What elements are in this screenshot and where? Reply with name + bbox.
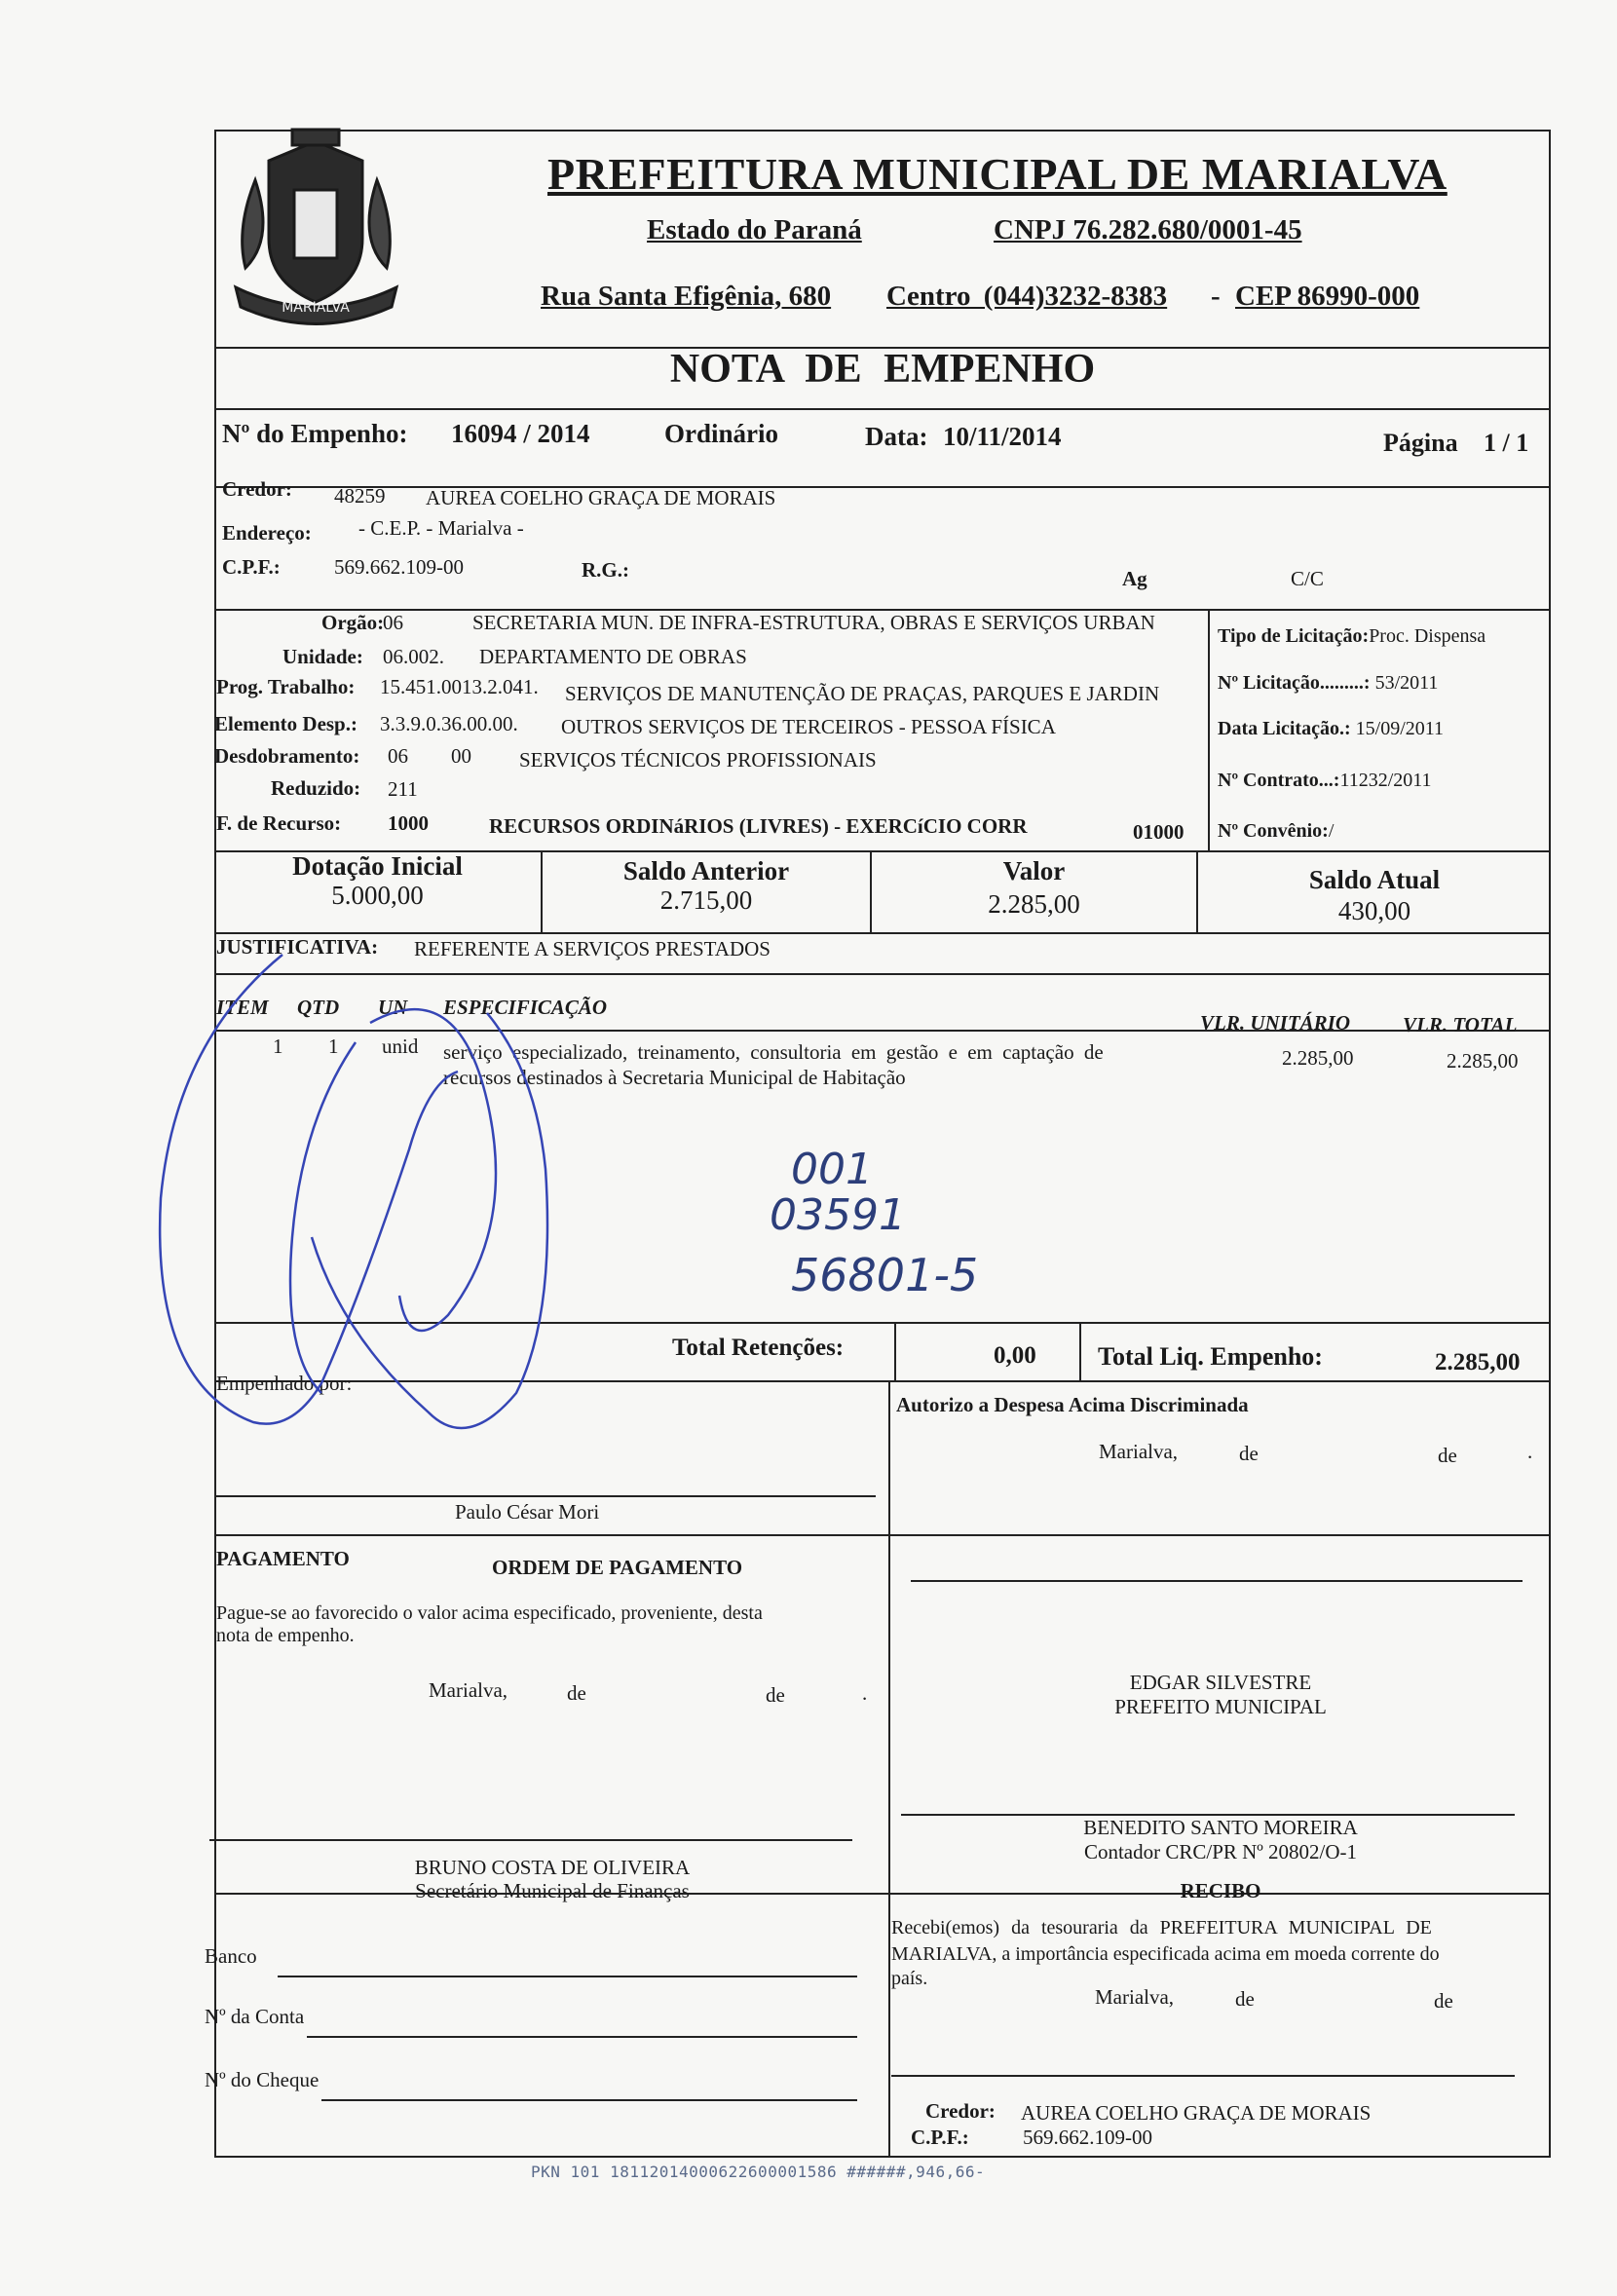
prog-desc: SERVIÇOS DE MANUTENÇÃO DE PRAÇAS, PARQUES E JARDIN — [565, 682, 1160, 705]
banco-label: Banco — [205, 1944, 257, 1968]
retencoes-label: Total Retenções: — [672, 1335, 845, 1361]
handwritten-note-3: 56801-5 — [791, 1249, 979, 1301]
liq-label: Total Liq. Empenho: — [1098, 1342, 1323, 1371]
cc-label: C/C — [1291, 567, 1324, 590]
handwritten-signature — [136, 925, 604, 1471]
page-number: 1 / 1 — [1484, 429, 1529, 457]
recurso-label: F. de Recurso: — [216, 811, 342, 835]
licitacao-tipo-value: Proc. Dispensa — [1369, 625, 1486, 647]
dotacao-value: 5.000,00 — [331, 881, 424, 910]
orgao-code: 06 — [383, 611, 403, 634]
credor-label: Credor: — [222, 477, 292, 501]
pagamento-title: PAGAMENTO — [216, 1547, 350, 1570]
cpf-value: 569.662.109-00 — [334, 555, 464, 579]
payment-de2: de — [766, 1683, 785, 1707]
contador-title: Contador CRC/PR Nº 20802/O-1 — [1083, 1840, 1358, 1863]
signatures-divider — [888, 1380, 890, 1536]
prog-code: 15.451.0013.2.041. — [380, 675, 539, 698]
rg-label: R.G.: — [582, 558, 629, 582]
orgao-desc: SECRETARIA MUN. DE INFRA-ESTRUTURA, OBRAS E SERVIÇOS URBAN — [472, 611, 1155, 634]
autorizo-de2: de — [1438, 1444, 1457, 1467]
empenho-date-label: Data: — [865, 422, 928, 451]
licitacao-num-value: 53/2011 — [1374, 672, 1439, 694]
autorizo-dot: . — [1527, 1440, 1533, 1463]
reduzido-value: 211 — [388, 777, 418, 801]
recurso-desc: RECURSOS ORDINáRIOS (LIVRES) - EXERCíCIO CORR — [489, 814, 1028, 838]
credor-name: AUREA COELHO GRAÇA DE MORAIS — [426, 486, 776, 509]
footer-stamp: PKN 101 18112014000622600001586 ######,946,66- — [531, 2163, 986, 2181]
licitacao-data-value: 15/09/2011 — [1355, 718, 1445, 739]
saldo-anterior-label: Saldo Anterior — [622, 856, 790, 885]
prefeito-sign-line — [911, 1580, 1523, 1582]
recibo-text-1: Recebi(emos) da tesouraria da PREFEITURA MUNICIPAL DE — [891, 1917, 1432, 1938]
payment-dot: . — [862, 1681, 868, 1705]
recibo-credor: AUREA COELHO GRAÇA DE MORAIS — [1021, 2101, 1372, 2125]
recibo-de2: de — [1434, 1989, 1453, 2013]
handwritten-note-1: 001 — [791, 1145, 873, 1194]
orgao-label: Orgão: — [321, 611, 385, 634]
recibo-place: Marialva, — [1095, 1985, 1175, 2009]
secretario-title: Secretário Municipal de Finanças — [415, 1879, 690, 1902]
contador-name: BENEDITO SANTO MOREIRA — [1083, 1816, 1358, 1839]
secretario-sign-line — [209, 1839, 852, 1841]
seal-text: MARIALVA — [282, 300, 350, 316]
licitacao-tipo — [1218, 625, 1485, 648]
header-address: Rua Santa Efigênia, 680 — [541, 281, 832, 312]
unidade-code: 06.002. — [383, 645, 444, 668]
credor-code: 48259 — [334, 484, 386, 508]
autorizo-de1: de — [1239, 1442, 1259, 1465]
unidade-desc: DEPARTAMENTO DE OBRAS — [479, 645, 747, 668]
ordem-title: ORDEM DE PAGAMENTO — [492, 1556, 743, 1579]
recibo-credor-label: Credor: — [925, 2099, 996, 2123]
desdob-code1: 06 — [388, 744, 408, 768]
item-row-un: unid — [382, 1035, 419, 1058]
autorizo-text: Autorizo a Despesa Acima Discriminada — [896, 1393, 1249, 1416]
recibo-cpf: 569.662.109-00 — [1023, 2126, 1152, 2149]
page-label: Página — [1383, 429, 1458, 457]
elemento-desc: OUTROS SERVIÇOS DE TERCEIROS - PESSOA FÍSICA — [561, 715, 1056, 738]
empenhado-sign-line — [216, 1495, 876, 1497]
reduzido-label: Reduzido: — [271, 776, 361, 800]
cpf-label: C.P.F.: — [222, 555, 281, 579]
secretario-name: BRUNO COSTA DE OLIVEIRA — [414, 1856, 691, 1879]
prefeito-title: PREFEITO MUNICIPAL — [1114, 1695, 1327, 1718]
cheque-line — [321, 2099, 857, 2101]
recibo-text-2: MARIALVA, a importância especificada acima em moeda corrente do — [891, 1943, 1440, 1965]
empenho-date: 10/11/2014 — [943, 422, 1062, 451]
payment-de1: de — [567, 1681, 586, 1705]
header-dash: - — [1211, 281, 1221, 312]
unidade-label: Unidade: — [282, 645, 363, 668]
header-cnpj: CNPJ 76.282.680/0001-45 — [994, 214, 1302, 245]
recibo-cpf-label: C.P.F.: — [911, 2126, 969, 2149]
header-title: PREFEITURA MUNICIPAL DE MARIALVA — [547, 149, 1448, 199]
recibo-title: RECIBO — [1180, 1879, 1261, 1902]
payment-text-2: nota de empenho. — [216, 1625, 355, 1646]
col-un: UN — [378, 996, 408, 1019]
autorizo-place: Marialva, — [1099, 1440, 1179, 1463]
header-cep: CEP 86990-000 — [1235, 281, 1420, 312]
payment-text-1: Pague-se ao favorecido o valor acima especificado, proveniente, desta — [216, 1602, 763, 1624]
conta-line — [307, 2036, 857, 2038]
item-row-spec1: serviço especializado, treinamento, consultoria em gestão e em captação de — [443, 1040, 1104, 1064]
desdob-desc: SERVIÇOS TÉCNICOS PROFISSIONAIS — [519, 748, 877, 772]
item-row-total: 2.285,00 — [1447, 1049, 1519, 1073]
empenho-number: 16094 / 2014 — [451, 419, 590, 448]
recurso-sub: 01000 — [1133, 820, 1185, 844]
recibo-de1: de — [1235, 1987, 1255, 2011]
totals-div1 — [894, 1322, 896, 1382]
recibo-text-3: país. — [891, 1968, 928, 1989]
licitacao-num — [1218, 672, 1438, 695]
item-row-spec2: recursos destinados à Secretaria Municipal de Habitação — [443, 1066, 906, 1089]
cheque-label: Nº do Cheque — [205, 2068, 320, 2091]
licitacao-contrato-label: Nº Contrato...: — [1218, 770, 1340, 791]
empenho-number-label: Nº do Empenho: — [222, 419, 408, 448]
valor-label: Valor — [1002, 856, 1066, 885]
header-state: Estado do Paraná — [647, 214, 862, 245]
col-spec: ESPECIFICAÇÃO — [443, 996, 608, 1019]
endereco-value: - C.E.P. - Marialva - — [358, 516, 524, 540]
saldo-atual-label: Saldo Atual — [1308, 865, 1441, 894]
document-title: NOTA DE EMPENHO — [669, 347, 1096, 392]
handwritten-note-2: 03591 — [770, 1190, 906, 1240]
valor-value: 2.285,00 — [988, 889, 1080, 919]
col-unit-value: VLR. UNITÁRIO — [1200, 1011, 1351, 1035]
licitacao-convenio-value: / — [1328, 820, 1335, 842]
ag-label: Ag — [1122, 567, 1147, 590]
licitacao-data — [1218, 718, 1444, 740]
licitacao-contrato — [1218, 770, 1432, 792]
licitacao-data-label: Data Licitação.: — [1218, 718, 1351, 739]
saldo-atual-value: 430,00 — [1337, 896, 1411, 925]
elemento-label: Elemento Desp.: — [214, 712, 357, 735]
licitacao-contrato-value: 11232/2011 — [1339, 770, 1432, 791]
desdob-code2: 00 — [451, 744, 471, 768]
recurso-code: 1000 — [388, 811, 429, 835]
endereco-label: Endereço: — [222, 521, 312, 545]
licitacao-convenio — [1218, 820, 1334, 843]
empenhado-name: Paulo César Mori — [455, 1500, 600, 1524]
elemento-code: 3.3.9.0.36.00.00. — [380, 712, 518, 735]
col-total-value: VLR. TOTAL — [1403, 1013, 1518, 1036]
licitacao-convenio-label: Nº Convênio: — [1218, 820, 1329, 842]
justificativa-label: JUSTIFICATIVA: — [216, 935, 379, 959]
desdob-label: Desdobramento: — [214, 744, 360, 768]
prefeito-name: EDGAR SILVESTRE — [1129, 1671, 1312, 1694]
col-item: ITEM — [216, 996, 269, 1019]
empenhado-label: Empenhado por: — [216, 1372, 353, 1395]
payment-place: Marialva, — [429, 1678, 508, 1702]
prog-label: Prog. Trabalho: — [216, 675, 356, 698]
header-district-phone: Centro (044)3232-8383 — [886, 281, 1168, 312]
municipal-seal — [216, 122, 416, 331]
banco-line — [278, 1976, 857, 1977]
creditor-frame — [214, 486, 1551, 611]
justificativa-text: REFERENTE A SERVIÇOS PRESTADOS — [414, 937, 771, 960]
empenho-type: Ordinário — [664, 419, 779, 448]
item-row-unit: 2.285,00 — [1282, 1046, 1354, 1070]
saldo-anterior-value: 2.715,00 — [659, 885, 753, 915]
recibo-sign-line — [891, 2075, 1515, 2077]
item-row-item: 1 — [273, 1035, 283, 1058]
retencoes-value: 0,00 — [994, 1342, 1036, 1369]
dotacao-label: Dotação Inicial — [292, 851, 463, 881]
recibo-divider — [888, 1893, 890, 2158]
col-qtd: QTD — [297, 996, 340, 1019]
totals-div2 — [1079, 1322, 1081, 1382]
licitacao-num-label: Nº Licitação.........: — [1218, 672, 1371, 694]
conta-label: Nº da Conta — [205, 2005, 305, 2028]
liq-value: 2.285,00 — [1435, 1349, 1521, 1375]
budget-divider — [1208, 609, 1210, 852]
licitacao-tipo-label: Tipo de Licitação: — [1218, 625, 1370, 647]
item-row-qtd: 1 — [328, 1035, 339, 1058]
